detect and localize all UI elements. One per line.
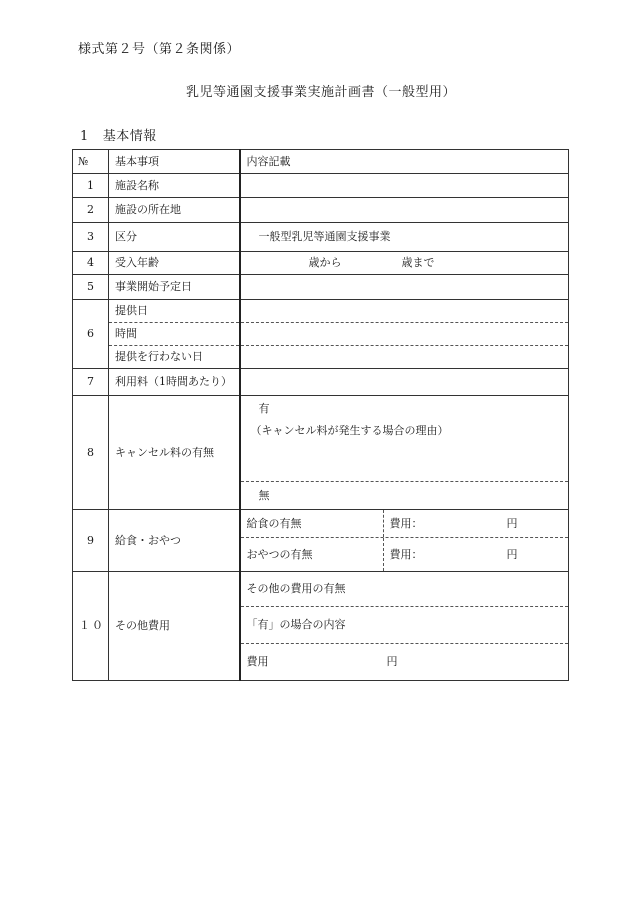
snack-fee [384,538,569,571]
row-no: １０ [73,572,109,681]
table-row [73,300,569,323]
other-costs-has [241,572,569,607]
snack-field[interactable] [240,538,569,572]
row-item-fee: 利用料（1時間あたり） [109,369,240,396]
row-item-category: 区分 [109,223,240,252]
cancellation-field[interactable] [240,396,569,510]
other-costs-content [241,607,569,644]
table-row [73,275,569,300]
row-no: 3 [73,223,109,252]
category-value: 一般型乳児等通園支援事業 [258,230,391,244]
table-row [73,510,569,538]
age-from-label: 歳から [308,256,342,270]
cancellation-yes-label: 有 [258,402,270,415]
row-item-cancellation: キャンセル料の有無 [109,396,240,510]
facility-address-field[interactable] [240,198,569,223]
row-no: 9 [73,510,109,572]
table-row [73,572,569,681]
facility-name-field[interactable] [240,174,569,198]
row-item-hours: 時間 [109,323,240,346]
table-row [73,369,569,396]
row-item-facility-address: 施設の所在地 [109,198,240,223]
table-row [73,346,569,369]
meal-yen-label: 円 [506,516,518,530]
table-row [73,323,569,346]
hours-field[interactable] [240,323,569,346]
other-costs-content-label: 「有」の場合の内容 [246,618,346,632]
table-row [73,198,569,223]
table-row [73,174,569,198]
cancellation-yes-area [241,396,569,482]
row-item-meals: 給食・おやつ [109,510,240,572]
row-no: 6 [73,300,109,369]
row-no: 4 [73,252,109,275]
other-costs-has-label: その他の費用の有無 [246,582,346,596]
row-no: 8 [73,396,109,510]
fee-field[interactable] [240,369,569,396]
row-no: 5 [73,275,109,300]
row-item-service-days: 提供日 [109,300,240,323]
table-row [73,252,569,275]
other-costs-fee-label: 費用 [246,655,269,669]
section-heading [80,125,157,144]
other-costs-field[interactable] [240,572,569,681]
meal-label: 給食の有無 [241,510,384,537]
row-item-other-costs: その他費用 [109,572,240,681]
snack-yen-label: 円 [506,547,518,561]
snack-label: おやつの有無 [241,538,384,571]
row-item-age: 受入年齢 [109,252,240,275]
meal-fee-label: 費用： [389,516,423,530]
age-field[interactable] [240,252,569,275]
closed-days-field[interactable] [240,346,569,369]
meal-field[interactable] [240,510,569,538]
table-row [73,396,569,510]
other-costs-fee [241,644,569,680]
other-costs-yen-label: 円 [386,655,398,669]
age-to-label: 歳まで [401,256,435,270]
row-item-facility-name: 施設名称 [109,174,240,198]
table-header-row [73,150,569,174]
category-field[interactable] [240,223,569,252]
start-date-field[interactable] [240,275,569,300]
row-no: 2 [73,198,109,223]
section-label: 基本情報 [102,129,157,144]
section-number: 1 [80,129,89,144]
table-row [73,223,569,252]
header-content: 内容記載 [240,150,569,174]
service-days-field[interactable] [240,300,569,323]
row-no: 7 [73,369,109,396]
header-item: 基本事項 [109,150,240,174]
header-no: № [73,150,109,174]
basic-info-table [72,149,569,681]
meal-fee [384,510,569,537]
row-item-closed-days: 提供を行わない日 [109,346,240,369]
snack-fee-label: 費用： [389,547,423,561]
row-no: 1 [73,174,109,198]
form-number: 様式第２号（第２条関係） [78,42,241,57]
cancellation-no-label: 無 [258,488,270,502]
document-title: 乳児等通園支援事業実施計画書（一般型用） [185,85,456,100]
cancellation-no-area [241,482,569,509]
row-item-start-date: 事業開始予定日 [109,275,240,300]
cancellation-reason-label: （キャンセル料が発生する場合の理由） [250,424,449,437]
